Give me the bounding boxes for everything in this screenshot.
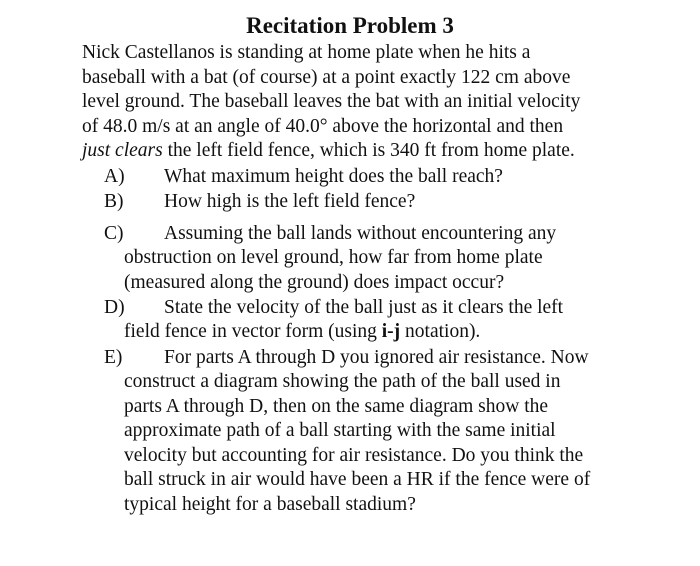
part-c-line: (measured along the ground) does impact occur? (124, 271, 505, 293)
part-d-text: State the velocity of the ball just as it clears the left (164, 297, 564, 318)
intro-line: Nick Castellanos is standing at home plate when he hits a (82, 42, 531, 63)
part-e-line: typical height for a baseball stadium? (124, 493, 416, 515)
part-e-line: approximate path of a ball starting with the same initial (124, 420, 556, 441)
problem-statement (82, 41, 642, 164)
part-b (104, 190, 415, 215)
part-a-letter: A) (104, 166, 125, 187)
part-c-continuation (124, 246, 624, 295)
part-a (104, 165, 503, 190)
part-e-line: parts A through D, then on the same diagram show the (124, 395, 549, 417)
page-title: Recitation Problem 3 (246, 13, 454, 38)
intro-line: of 48.0 m/s at an angle of 40.0° above the horizontal and then (82, 115, 564, 137)
part-d-line (124, 320, 624, 345)
part-d-letter: D) (104, 297, 125, 318)
part-c-line: obstruction on level ground, how far from home plate (124, 247, 543, 268)
part-b-text: How high is the left field fence? (164, 191, 416, 212)
part-c-text: Assuming the ball lands without encountering any (164, 223, 557, 244)
part-d-line-post: notation). (400, 321, 481, 342)
intro-line: level ground. The baseball leaves the bat with an initial velocity (82, 91, 581, 112)
part-d-continuation (124, 320, 624, 345)
part-e-continuation (124, 370, 624, 517)
intro-line-rest: the left field fence, which is 340 ft from home plate. (162, 140, 575, 161)
intro-line: baseball with a bat (of course) at a point exactly 122 cm above (82, 66, 571, 88)
part-b-letter: B) (104, 191, 124, 212)
emphasis-text: just clears (82, 140, 163, 161)
part-d (104, 296, 563, 321)
ij-notation: i-j (381, 321, 401, 342)
part-e-letter: E) (104, 347, 123, 368)
part-e-line: ball struck in air would have been a HR if the fence were of (124, 469, 591, 490)
part-e-line: construct a diagram showing the path of the ball used in (124, 371, 561, 392)
part-c (104, 222, 556, 247)
part-c-letter: C) (104, 223, 124, 244)
intro-line (82, 139, 642, 164)
part-e-text: For parts A through D you ignored air resistance. Now (164, 347, 589, 368)
part-a-text: What maximum height does the ball reach? (164, 166, 503, 187)
part-e-line: velocity but accounting for air resistance. Do you think the (124, 444, 584, 466)
part-d-line-pre: field fence in vector form (using (124, 321, 382, 342)
part-e (104, 346, 589, 371)
